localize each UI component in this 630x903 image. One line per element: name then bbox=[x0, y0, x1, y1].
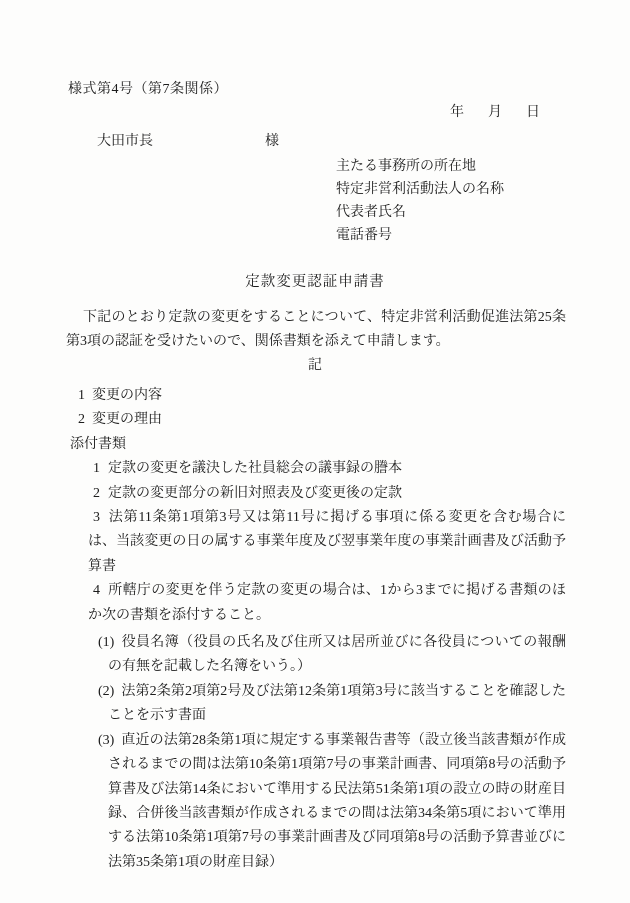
item-number: 1 bbox=[78, 388, 85, 403]
sub-attachment-item-3 bbox=[64, 729, 566, 875]
note-marker: 記 bbox=[308, 358, 322, 373]
attachment-item-4 bbox=[64, 579, 566, 628]
item-number: 1 bbox=[93, 461, 100, 477]
applicant-block bbox=[336, 155, 504, 247]
applicant-office-address-label: 主たる事務所の所在地 bbox=[336, 159, 476, 174]
list-item-change-reason bbox=[64, 408, 566, 432]
item-number: 3 bbox=[93, 510, 100, 526]
attachment-item-2 bbox=[64, 482, 566, 506]
addressee-name: 大田市長 bbox=[97, 134, 153, 149]
attachment-item-3 bbox=[64, 506, 566, 579]
addressee-honorific: 様 bbox=[265, 134, 279, 149]
attachment-item-1 bbox=[64, 457, 566, 481]
item-number: 2 bbox=[78, 412, 85, 428]
item-number: 4 bbox=[93, 583, 100, 599]
item-number: (2) bbox=[98, 683, 115, 699]
item-text: 定款の変更を議決した社員総会の議事録の謄本 bbox=[108, 461, 402, 477]
addressee-line bbox=[97, 130, 497, 154]
date-day-label: 日 bbox=[526, 105, 540, 120]
item-text: 変更の理由 bbox=[92, 412, 162, 428]
item-text: 役員名簿（役員の氏名及び住所又は居所並びに各役員についての報酬の有無を記載した名簿をいう。） bbox=[108, 635, 566, 675]
document-title: 定款変更認証申請書 bbox=[245, 274, 385, 290]
body-paragraph: 下記のとおり定款の変更をすることについて、特定非営利活動促進法第25条第3項の認証を受けたいので、関係書類を添えて申請します。 bbox=[66, 310, 566, 349]
applicant-phone-number-label: 電話番号 bbox=[336, 228, 392, 243]
sub-attachment-item-1 bbox=[64, 631, 566, 680]
item-number: 2 bbox=[93, 485, 100, 501]
item-text: 定款の変更部分の新旧対照表及び変更後の定款 bbox=[108, 485, 402, 501]
form-number: 様式第4号（第7条関係） bbox=[68, 82, 228, 97]
applicant-representative-name-label: 代表者氏名 bbox=[336, 205, 406, 220]
sub-attachment-item-2 bbox=[64, 680, 566, 729]
item-text: 変更の内容 bbox=[92, 388, 162, 403]
applicant-npo-name-label: 特定非営利活動法人の名称 bbox=[336, 182, 504, 197]
attachments-heading: 添付書類 bbox=[70, 436, 126, 452]
date-month-label: 月 bbox=[488, 105, 502, 120]
date-year-label: 年 bbox=[450, 105, 464, 120]
item-text: 直近の法第28条第1項に規定する事業報告書等（設立後当該書類が作成されるまでの間は法第10条第1項第7号の事業計画書、同項第8号の活動予算書及び法第14条において準用する民法第51条第1項の設立の時の財産目録、合併後当該書類が作成されるまでの間は法第34条第5項において準用する法第10条第1項第7号の事業計画書及び同項第8号の活動予算書並びに法第35条第1項の財産目録） bbox=[108, 732, 566, 870]
item-text: 所轄庁の変更を伴う定款の変更の場合は、1から3までに掲げる書類のほか次の書類を添付すること。 bbox=[88, 583, 566, 623]
item-text: 法第11条第1項第3号又は第11号に掲げる事項に係る変更を含む場合には、当該変更の日の属する事業年度及び翌事業年度の事業計画書及び活動予算書 bbox=[88, 510, 566, 574]
date-line bbox=[450, 101, 540, 125]
sub-attachment-list bbox=[64, 631, 566, 875]
list-block bbox=[64, 384, 566, 875]
item-text: 法第2条第2項第2号及び法第12条第1項第3号に該当することを確認したことを示す書面 bbox=[108, 683, 566, 724]
list-item-change-content bbox=[64, 384, 566, 408]
item-number: (1) bbox=[98, 635, 115, 651]
item-number: (3) bbox=[98, 732, 115, 748]
